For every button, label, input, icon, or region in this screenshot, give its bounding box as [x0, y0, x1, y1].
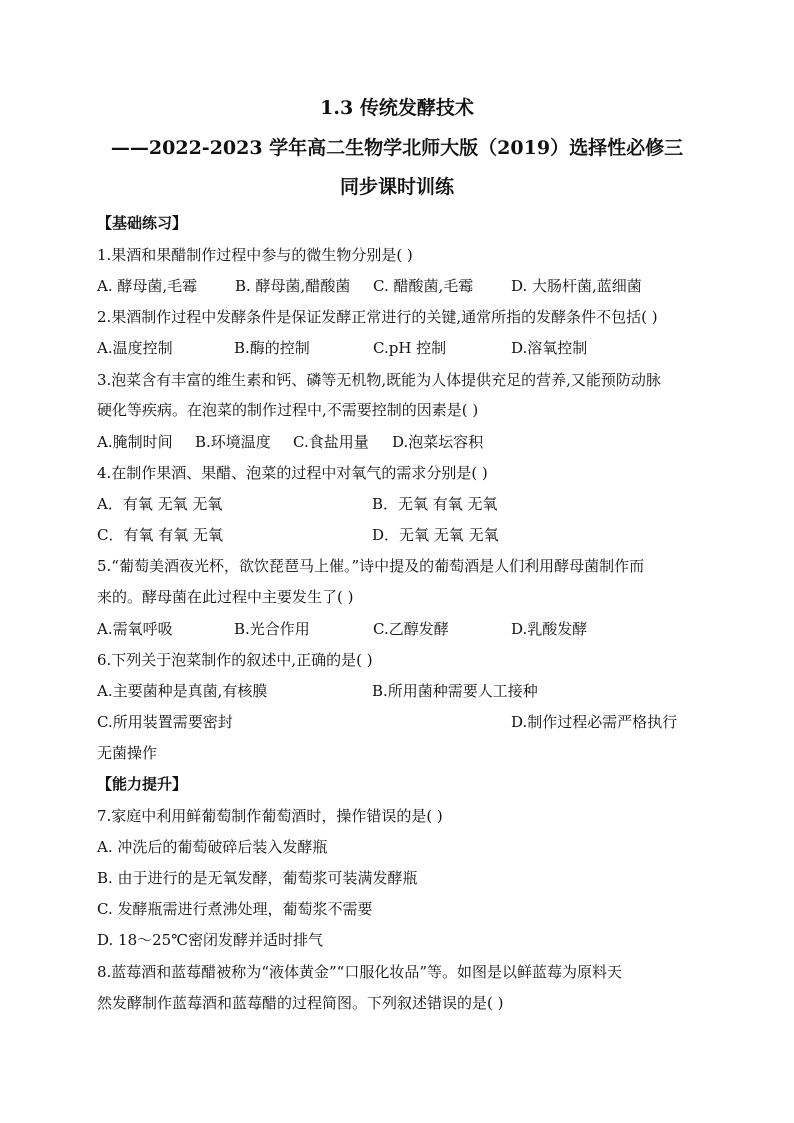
doc-title: 1.3 传统发酵技术: [320, 97, 474, 119]
question-1-stem: 1.果酒和果醋制作过程中参与的微生物分别是( ): [97, 246, 413, 264]
question-8-stem-line1: 8.蓝莓酒和蓝莓醋被称为“液体黄金”“口服化妆品”等。如图是以鲜蓝莓为原料天: [97, 963, 622, 981]
question-2-option-b: B.酶的控制: [234, 339, 310, 357]
question-7-option-d: D. 18～25℃密闭发酵并适时排气: [97, 931, 323, 949]
question-7-option-a: A. 冲洗后的葡萄破碎后装入发酵瓶: [97, 838, 328, 856]
question-1-option-b: B. 酵母菌,醋酸菌: [235, 277, 351, 295]
section-advanced: 【能力提升】: [97, 775, 188, 793]
question-7-stem: 7.家庭中利用鲜葡萄制作葡萄酒时，操作错误的是( ): [97, 807, 443, 825]
question-2-option-a: A.温度控制: [97, 339, 173, 357]
question-3-option-c: C.食盐用量: [293, 433, 369, 451]
question-1-option-c: C. 醋酸菌,毛霉: [373, 277, 474, 295]
question-7-option-b: B. 由于进行的是无氧发酵，葡萄浆可装满发酵瓶: [97, 869, 418, 887]
question-3-option-b: B.环境温度: [195, 433, 271, 451]
question-8-stem-line2: 然发酵制作蓝莓酒和蓝莓醋的过程简图。下列叙述错误的是( ): [97, 994, 504, 1012]
question-3-option-a: A.腌制时间: [97, 433, 173, 451]
question-4-stem: 4.在制作果酒、果醋、泡菜的过程中对氧气的需求分别是( ): [97, 464, 488, 482]
question-1-option-d: D. 大肠杆菌,蓝细菌: [511, 277, 642, 295]
question-5-option-a: A.需氧呼吸: [97, 620, 173, 638]
question-3-option-d: D.泡菜坛容积: [392, 433, 484, 451]
question-3-stem-line1: 3.泡菜含有丰富的维生素和钙、磷等无机物,既能为人体提供充足的营养,又能预防动脉: [97, 371, 661, 389]
question-2-option-c: C.pH 控制: [373, 339, 447, 357]
question-6-option-d: D.制作过程必需严格执行: [511, 713, 678, 731]
question-2-stem: 2.果酒制作过程中发酵条件是保证发酵正常进行的关键,通常所指的发酵条件不包括( ): [97, 308, 658, 326]
question-4-option-c: C．有氧 有氧 无氧: [97, 526, 224, 544]
question-5-stem-line1: 5.“葡萄美酒夜光杯，欲饮琵琶马上催。”诗中提及的葡萄酒是人们利用酵母菌制作而: [97, 557, 645, 575]
question-6-option-a: A.主要菌种是真菌,有核膜: [97, 682, 268, 700]
question-6-option-b: B.所用菌种需要人工接种: [372, 682, 538, 700]
question-4-option-a: A．有氧 无氧 无氧: [97, 495, 223, 513]
question-5-option-d: D.乳酸发酵: [511, 620, 588, 638]
question-6-option-c: C.所用装置需要密封: [97, 713, 233, 731]
doc-subtitle-2: 同步课时训练: [339, 176, 454, 198]
question-7-option-c: C. 发酵瓶需进行煮沸处理，葡萄浆不需要: [97, 900, 373, 918]
section-basic: 【基础练习】: [97, 214, 188, 232]
question-5-option-b: B.光合作用: [234, 620, 310, 638]
question-1-option-a: A. 酵母菌,毛霉: [97, 277, 198, 295]
question-6-option-d-continued: 无菌操作: [97, 744, 158, 762]
question-5-option-c: C.乙醇发酵: [373, 620, 449, 638]
question-2-option-d: D.溶氧控制: [511, 339, 588, 357]
doc-subtitle: ——2022-2023 学年高二生物学北师大版（2019）选择性必修三: [110, 137, 684, 159]
question-3-stem-line2: 硬化等疾病。在泡菜的制作过程中,不需要控制的因素是( ): [97, 401, 479, 419]
question-6-stem: 6.下列关于泡菜制作的叙述中,正确的是( ): [97, 651, 373, 669]
question-4-option-b: B．无氧 有氧 无氧: [372, 495, 498, 513]
question-4-option-d: D．无氧 无氧 无氧: [372, 526, 499, 544]
question-5-stem-line2: 来的。酵母菌在此过程中主要发生了( ): [97, 588, 354, 606]
